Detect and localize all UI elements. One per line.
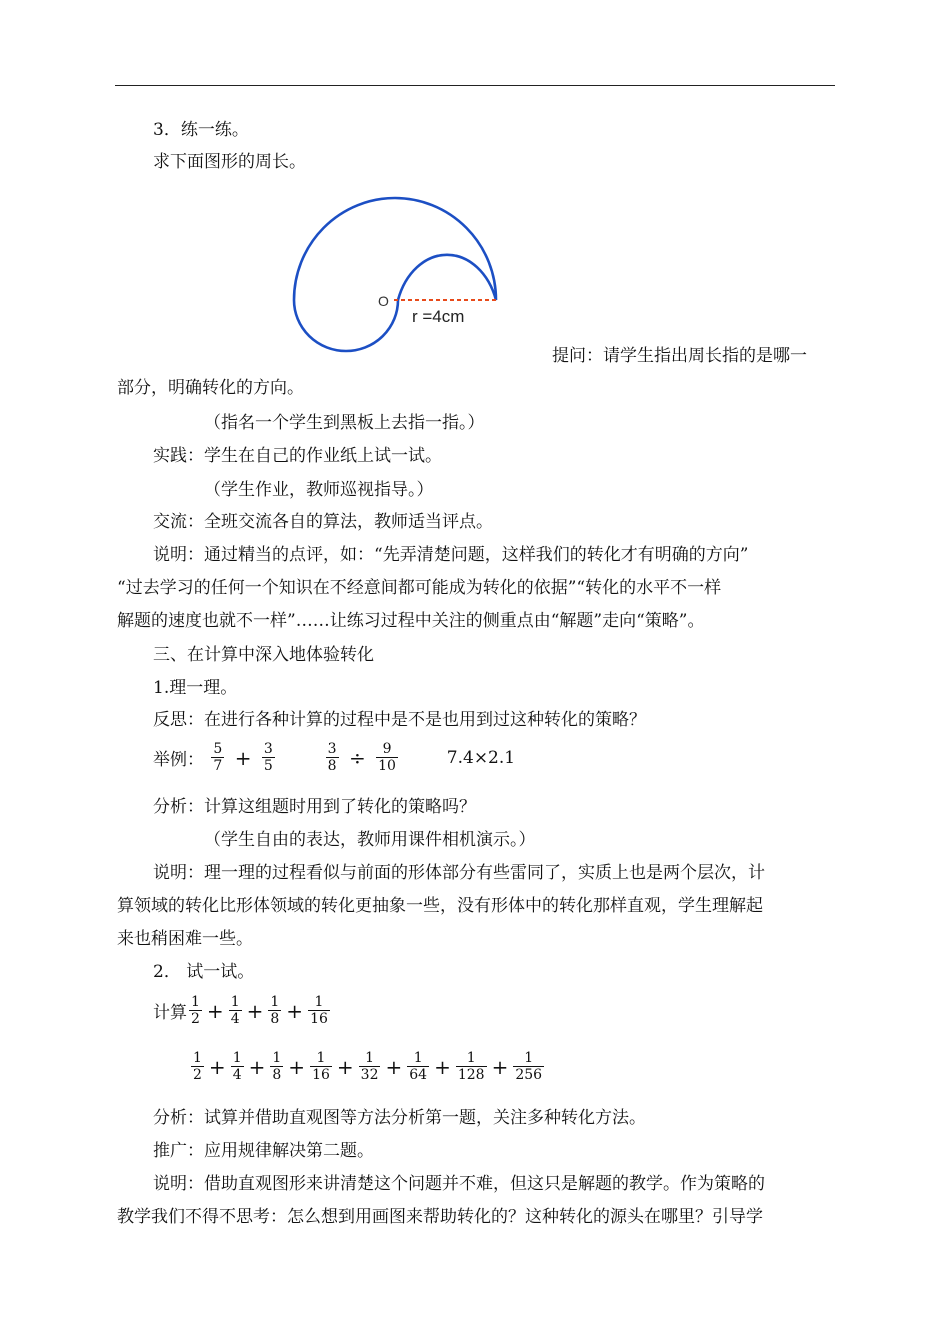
point-note: （指名一个学生到黑板上去指一指。） bbox=[204, 413, 485, 433]
question-line1: 提问：请学生指出周长指的是哪一 bbox=[552, 346, 807, 366]
explain2-line2: 算领域的转化比形体领域的转化更抽象一些，没有形体中的转化那样直观，学生理解起 bbox=[117, 896, 763, 916]
explain2-line3: 来也稍困难一些。 bbox=[117, 929, 253, 949]
fraction: $\frac{1}{32}$ bbox=[360, 1050, 379, 1083]
plus-operator: + bbox=[206, 998, 224, 1023]
example-row bbox=[153, 741, 515, 774]
section-title: 3．练一练。 bbox=[153, 120, 249, 140]
fraction: $\frac{1}{16}$ bbox=[312, 1050, 330, 1083]
explain1-line2: “过去学习的任何一个知识在不经意间都可能成为转化的依据”“转化的水平不一样 bbox=[117, 578, 722, 598]
outer-arc bbox=[294, 198, 496, 351]
calc-label: 计算 bbox=[153, 1003, 187, 1023]
fraction: $\frac{1}{128}$ bbox=[457, 1050, 485, 1083]
fraction: $\frac{1}{256}$ bbox=[515, 1050, 543, 1083]
fraction: $\frac{3}{8}$ bbox=[327, 741, 337, 774]
explain1-line3: 解题的速度也就不一样”……让练习过程中关注的侧重点由“解题”走向“策略”。 bbox=[117, 611, 705, 631]
task-text: 求下面图形的周长。 bbox=[153, 152, 306, 172]
fraction: $\frac{5}{7}$ bbox=[213, 741, 223, 774]
operator: + bbox=[234, 745, 252, 770]
plus-operator: + bbox=[286, 998, 304, 1023]
spiral-svg bbox=[282, 180, 498, 360]
question-line2: 部分，明确转化的方向。 bbox=[117, 378, 304, 398]
plus-operator: + bbox=[246, 998, 264, 1023]
plus-operator: + bbox=[385, 1054, 403, 1079]
fraction: $\frac{1}{2}$ bbox=[193, 1050, 202, 1083]
decimal-example: 7.4×2.1 bbox=[446, 747, 516, 768]
practice-text: 实践：学生在自己的作业纸上试一试。 bbox=[153, 446, 442, 466]
calc-row2 bbox=[189, 1050, 546, 1083]
plus-operator: + bbox=[248, 1054, 266, 1079]
explain2-line1: 说明：理一理的过程看似与前面的形体部分有些雷同了，实质上也是两个层次，计 bbox=[153, 863, 765, 883]
calc-row1 bbox=[153, 994, 332, 1027]
plus-operator: + bbox=[491, 1054, 509, 1079]
example-label: 举例： bbox=[153, 750, 204, 770]
analysis1-note: （学生自由的表达，教师用课件相机演示。） bbox=[204, 830, 536, 850]
fraction: $\frac{1}{64}$ bbox=[409, 1050, 428, 1083]
fraction: $\frac{1}{16}$ bbox=[310, 994, 328, 1027]
center-label: O bbox=[378, 293, 389, 309]
plus-operator: + bbox=[208, 1054, 226, 1079]
header-rule bbox=[115, 85, 835, 86]
practice-note: （学生作业，教师巡视指导。） bbox=[204, 480, 434, 500]
part3-heading: 三、在计算中深入地体验转化 bbox=[153, 645, 374, 665]
spiral-figure bbox=[282, 180, 498, 360]
fraction: $\frac{1}{8}$ bbox=[270, 994, 280, 1027]
fraction: $\frac{3}{5}$ bbox=[263, 741, 273, 774]
extend-text: 推广：应用规律解决第二题。 bbox=[153, 1141, 374, 1161]
operator: ÷ bbox=[348, 745, 366, 770]
analysis2-text: 分析：试算并借助直观图等方法分析第一题，关注多种转化方法。 bbox=[153, 1108, 646, 1128]
reflect-text: 反思：在进行各种计算的过程中是不是也用到过这种转化的策略？ bbox=[153, 710, 646, 730]
radius-label: r =4cm bbox=[412, 307, 465, 326]
fraction: $\frac{9}{10}$ bbox=[378, 741, 396, 774]
explain1-line1: 说明：通过精当的点评，如：“先弄清楚问题，这样我们的转化才有明确的方向” bbox=[153, 545, 749, 565]
fraction: $\frac{1}{2}$ bbox=[191, 994, 200, 1027]
sub2-title: 2． 试一试。 bbox=[153, 962, 255, 982]
sub1-title: 1.理一理。 bbox=[153, 678, 238, 698]
fraction: $\frac{1}{8}$ bbox=[272, 1050, 282, 1083]
fraction: $\frac{1}{4}$ bbox=[232, 1050, 242, 1083]
explain3-line1: 说明：借助直观图形来讲清楚这个问题并不难，但这只是解题的教学。作为策略的 bbox=[153, 1174, 765, 1194]
fraction: $\frac{1}{4}$ bbox=[230, 994, 240, 1027]
plus-operator: + bbox=[288, 1054, 306, 1079]
plus-operator: + bbox=[336, 1054, 354, 1079]
explain3-line2: 教学我们不得不思考：怎么想到用画图来帮助转化的？这种转化的源头在哪里？引导学 bbox=[117, 1207, 763, 1227]
plus-operator: + bbox=[434, 1054, 451, 1079]
exchange-text: 交流：全班交流各自的算法，教师适当评点。 bbox=[153, 512, 493, 532]
analysis1-text: 分析：计算这组题时用到了转化的策略吗？ bbox=[153, 797, 476, 817]
